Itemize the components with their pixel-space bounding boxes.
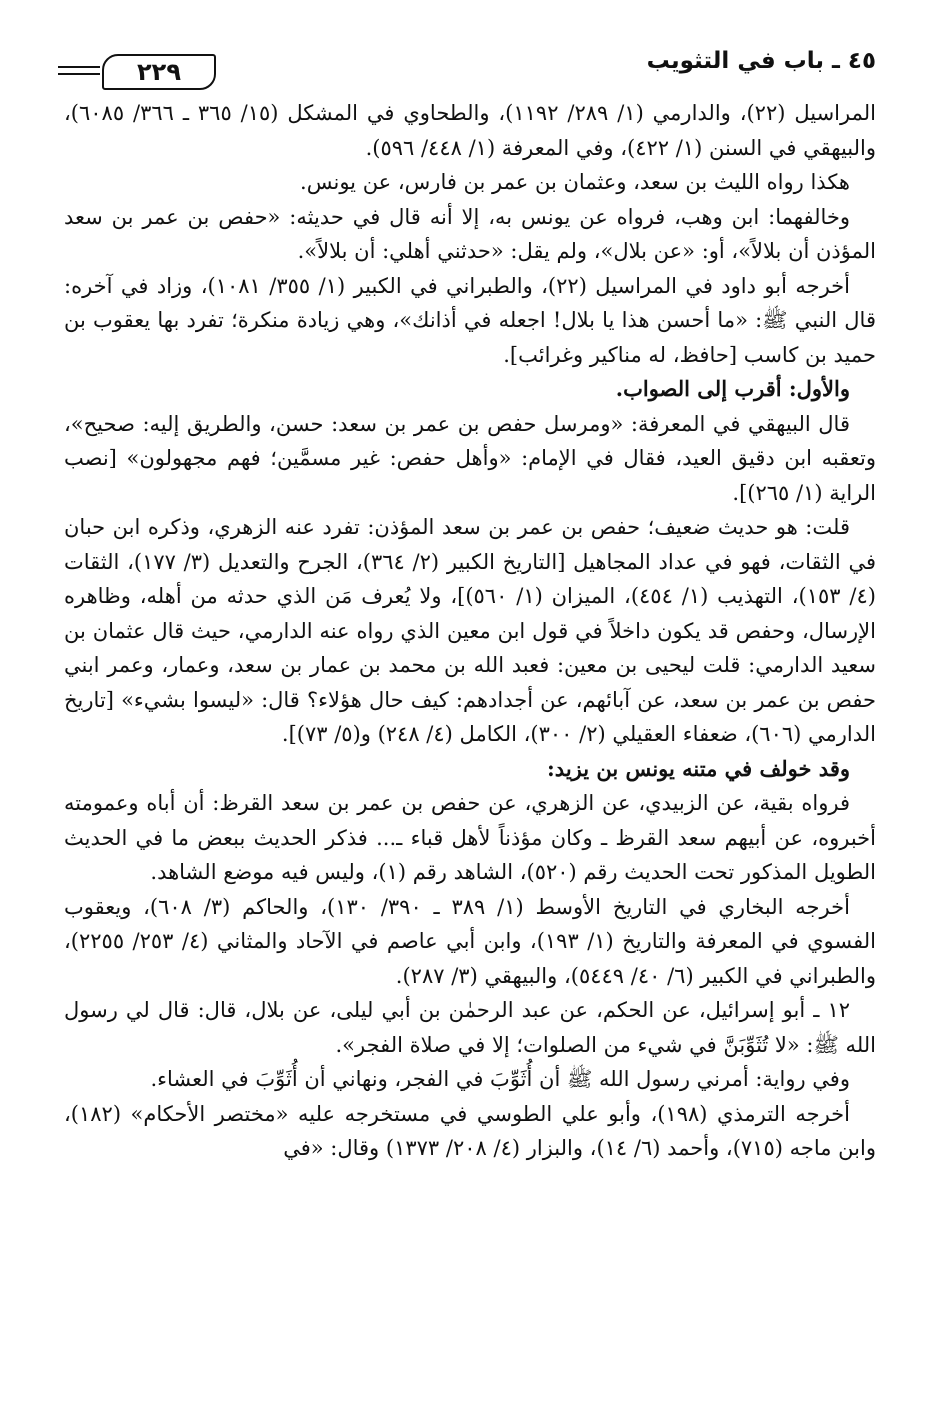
paragraph-verdict: قلت: هو حديث ضعيف؛ حفص بن عمر بن سعد المؤذن: تفرد عنه الزهري، وذكره ابن حبان في الثقات، فهو في عداد المجاهيل [التاريخ الكبير (٢/ ٣٦٤)، الجرح والتعديل (٣/ ١٧٧)، الثقات (٤/ ١٥٣)، التهذيب (١/ ٤٥٤)، الميزان (١/ ٥٦٠)]، ولا يُعرف مَن الذي حدثه من أهله، وظاهره الإرسال، وحفص قد يكون داخلاً في قول ابن معين الذي رواه عنه الدارمي، حيث قال عثمان بن سعيد الدارمي: قلت ليحيى بن معين: فعبد الله بن محمد بن عمار بن سعد، وعمار، وعمر ابني حفص بن عمر بن سعد، عن آبائهم، عن أجدادهم: كيف حال هؤلاء؟ قال: «ليسوا بشيء» [تاريخ الدارمي (٦٠٦)، ضعفاء العقيلي (٢/ ٣٠٠)، الكامل (٤/ ٢٤٨) و(٥/ ٧٣)]. [64,515,876,746]
page [64,40,876,1380]
page-header [64,40,876,96]
paragraph-subheading: وقد خولف في متنه يونس بن يزيد: [547,755,850,781]
paragraph: فرواه بقية، عن الزبيدي، عن الزهري، عن حفص بن عمر بن سعد القرظ: أن أباه وعمومته أخبروه، عن أبيهم سعد القرظ ـ وكان مؤذناً لأهل قباء ـ... فذكر الحديث ببعض ما في الحديث الطويل المذكور تحت الحديث رقم (٥٢٠)، الشاهد رقم (١)، وليس فيه موضع الشاهد. [64,791,876,884]
page-number-ornament [58,54,398,88]
paragraph-narration: وفي رواية: أمرني رسول الله ﷺ أن أُثَوِّبَ في الفجر، ونهاني أن أُثَوِّبَ في العشاء. [150,1067,850,1091]
page-number: ٢٢٩ [102,54,216,90]
page-body [64,96,876,1166]
paragraph: قال البيهقي في المعرفة: «ومرسل حفص بن عمر بن سعد: حسن، والطريق إليه: صحيح»، وتعقبه ابن دقيق العيد، فقال في الإمام: «وأهل حفص: غير مسمَّين؛ فهم مجهولون» [نصب الراية (١/ ٢٦٥)]. [64,411,876,505]
paragraph: أخرجه أبو داود في المراسيل (٢٢)، والطبراني في الكبير (١/ ٣٥٥/ ١٠٨١)، وزاد في آخره: قال النبي ﷺ: «ما أحسن هذا يا بلال! اجعله في أذانك»، وهي زيادة منكرة؛ تفرد بها يعقوب بن حميد بن كاسب [حافظ، له مناكير وغرائب]. [64,273,876,367]
paragraph: وخالفهما: ابن وهب، فرواه عن يونس به، إلا أنه قال في حديثه: «حفص بن عمر بن سعد المؤذن أن بلالاً»، أو: «عن بلال»، ولم يقل: «حدثني أهلي: أن بلالاً». [64,204,876,263]
paragraph-conclusion: والأول: أقرب إلى الصواب. [615,376,850,401]
ornament-rule [58,73,100,75]
paragraph-continuation: المراسيل (٢٢)، والدارمي (١/ ٢٨٩/ ١١٩٢)، والطحاوي في المشكل (١٥/ ٣٦٥ ـ ٣٦٦/ ٦٠٨٥)، والبيهقي في السنن (١/ ٤٢٢)، وفي المعرفة (١/ ٤٤٨/ ٥٩٦). [64,101,876,160]
paragraph: أخرجه الترمذي (١٩٨)، وأبو علي الطوسي في مستخرجه عليه «مختصر الأحكام» (١٨٢)، وابن ماجه (٧١٥)، وأحمد (٦/ ١٤)، والبزار (٤/ ٢٠٨/ ١٣٧٣) وقال: «في [64,1101,876,1160]
chapter-title: ٤٥ ـ باب في التثويب [646,48,876,74]
hadith-entry: ١٢ ـ أبو إسرائيل، عن الحكم، عن عبد الرحمٰن بن أبي ليلى، عن بلال، قال: قال لي رسول الله ﷺ: «لا تُثَوِّبَنَّ في شيء من الصلوات؛ إلا في صلاة الفجر». [64,998,876,1057]
paragraph: هكذا رواه الليث بن سعد، وعثمان بن عمر بن فارس، عن يونس. [300,170,850,194]
paragraph: أخرجه البخاري في التاريخ الأوسط (١/ ٣٨٩ ـ ٣٩٠/ ١٣٠)، والحاكم (٣/ ٦٠٨)، ويعقوب الفسوي في المعرفة والتاريخ (١/ ١٩٣)، وابن أبي عاصم في الآحاد والمثاني (٤/ ٢٥٣/ ٢٢٥٥)، والطبراني في الكبير (٦/ ٤٠/ ٥٤٤٩)، والبيهقي (٣/ ٢٨٧). [64,894,876,988]
ornament-rule [58,66,100,68]
